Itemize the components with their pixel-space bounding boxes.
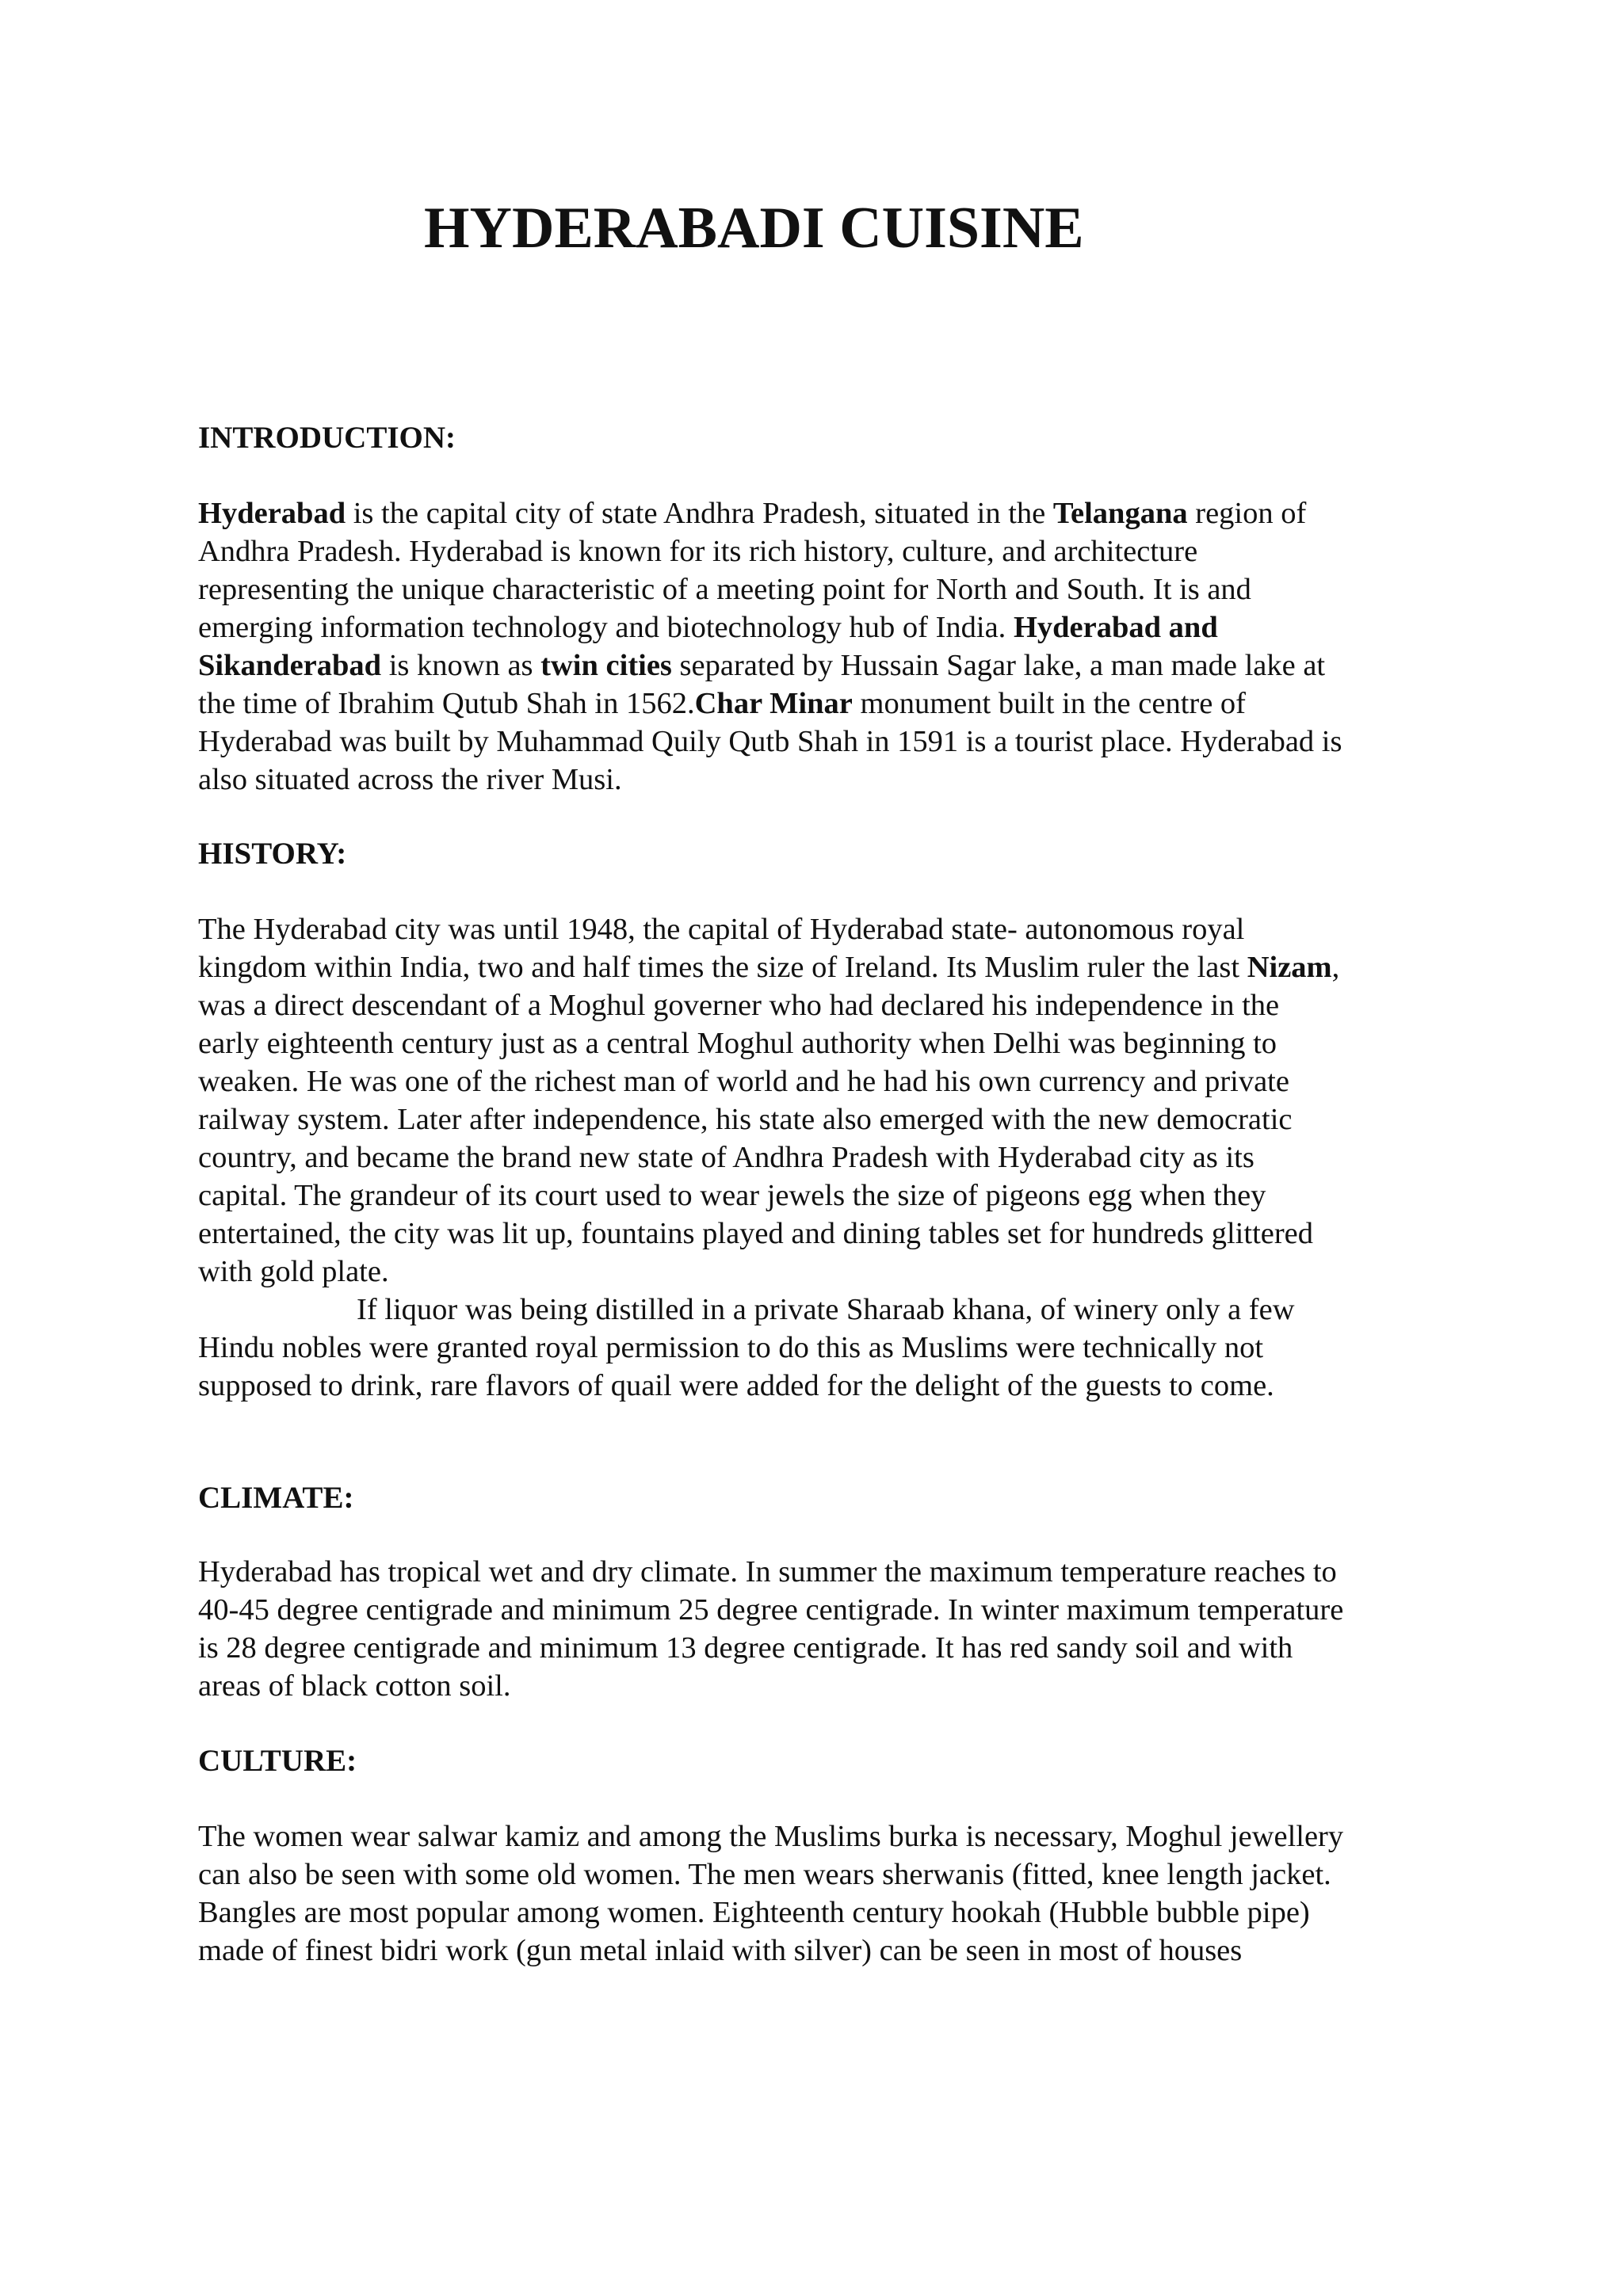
paragraph-line: 40-45 degree centigrade and minimum 25 degree centigrade. In winter maximum temperature — [198, 1593, 1344, 1627]
introduction-paragraph — [198, 494, 1450, 799]
paragraph-line: with gold plate. — [198, 1255, 389, 1288]
paragraph-line: Hindu nobles were granted royal permission to do this as Muslims were technically not — [198, 1331, 1264, 1364]
text-run: is the capital city of state Andhra Pradesh, situated in the — [346, 497, 1053, 530]
paragraph-line: early eighteenth century just as a central Moghul authority when Delhi was beginning to — [198, 1027, 1277, 1060]
text-run: separated by Hussain Sagar lake, a man made lake at — [671, 649, 1326, 682]
climate-heading: CLIMATE: — [198, 1481, 354, 1515]
bold-term: Char Minar — [694, 687, 853, 720]
paragraph-line: The women wear salwar kamiz and among the Muslims burka is necessary, Moghul jewellery — [198, 1820, 1344, 1853]
bold-term: Hyderabad and — [1013, 611, 1218, 644]
paragraph-line: is 28 degree centigrade and minimum 13 degree centigrade. It has red sandy soil and with — [198, 1631, 1293, 1665]
paragraph-line: capital. The grandeur of its court used to wear jewels the size of pigeons egg when they — [198, 1179, 1266, 1212]
paragraph-line: country, and became the brand new state of Andhra Pradesh with Hyderabad city as its — [198, 1141, 1254, 1174]
text-run: region of — [1187, 497, 1307, 530]
paragraph-line-indented: If liquor was being distilled in a private Sharaab khana, of winery only a few — [357, 1293, 1295, 1326]
text-run: kingdom within India, two and half times the size of Ireland. Its Muslim ruler the last — [198, 951, 1247, 984]
paragraph-line — [198, 646, 1450, 685]
bold-term: Telangana — [1052, 497, 1188, 530]
paragraph-line: The Hyderabad city was until 1948, the capital of Hyderabad state- autonomous royal — [198, 913, 1245, 946]
paragraph-line: supposed to drink, rare flavors of quail were added for the delight of the guests to come. — [198, 1369, 1274, 1402]
paragraph-line — [198, 948, 1450, 986]
culture-paragraph — [198, 1817, 1450, 1970]
paragraph-line — [198, 685, 1450, 723]
paragraph-line: was a direct descendant of a Moghul governer who had declared his independence in the — [198, 989, 1280, 1022]
text-run: emerging information technology and biotechnology hub of India. — [198, 611, 1014, 644]
paragraph-line — [198, 494, 1450, 532]
paragraph-line: areas of black cotton soil. — [198, 1669, 511, 1703]
paragraph-line: railway system. Later after independence, his state also emerged with the new democratic — [198, 1103, 1293, 1136]
text-run: monument built in the centre of — [852, 687, 1246, 720]
paragraph-line: Andhra Pradesh. Hyderabad is known for its rich history, culture, and architecture — [198, 535, 1198, 568]
history-paragraph — [198, 910, 1450, 1405]
climate-paragraph — [198, 1553, 1450, 1705]
text-run: is known as — [381, 649, 541, 682]
text-run: the time of Ibrahim Qutub Shah in 1562. — [198, 687, 695, 720]
paragraph-line: representing the unique characteristic of a meeting point for North and South. It is and — [198, 573, 1251, 606]
text-run: , — [1331, 951, 1340, 984]
history-heading: HISTORY: — [198, 837, 347, 871]
bold-term: Nizam — [1247, 951, 1332, 984]
paragraph-line — [198, 608, 1450, 646]
culture-heading: CULTURE: — [198, 1744, 357, 1778]
paragraph-line: entertained, the city was lit up, fountains played and dining tables set for hundreds glittered — [198, 1217, 1314, 1250]
document-title: HYDERABADI CUISINE — [424, 196, 1084, 261]
paragraph-line: weaken. He was one of the richest man of world and he had his own currency and private — [198, 1065, 1289, 1098]
paragraph-line: Bangles are most popular among women. Eighteenth century hookah (Hubble bubble pipe) — [198, 1896, 1310, 1929]
paragraph-line: Hyderabad was built by Muhammad Quily Qutb Shah in 1591 is a tourist place. Hyderabad is — [198, 725, 1342, 758]
bold-term: Sikanderabad — [198, 649, 382, 682]
bold-term: twin cities — [540, 649, 672, 682]
paragraph-line: Hyderabad has tropical wet and dry climate. In summer the maximum temperature reaches to — [198, 1555, 1337, 1589]
paragraph-line: also situated across the river Musi. — [198, 763, 622, 796]
paragraph-line: made of finest bidri work (gun metal inlaid with silver) can be seen in most of houses — [198, 1934, 1243, 1967]
bold-term: Hyderabad — [198, 497, 346, 530]
introduction-heading: INTRODUCTION: — [198, 421, 456, 455]
paragraph-line: can also be seen with some old women. The men wears sherwanis (fitted, knee length jacket. — [198, 1858, 1331, 1891]
